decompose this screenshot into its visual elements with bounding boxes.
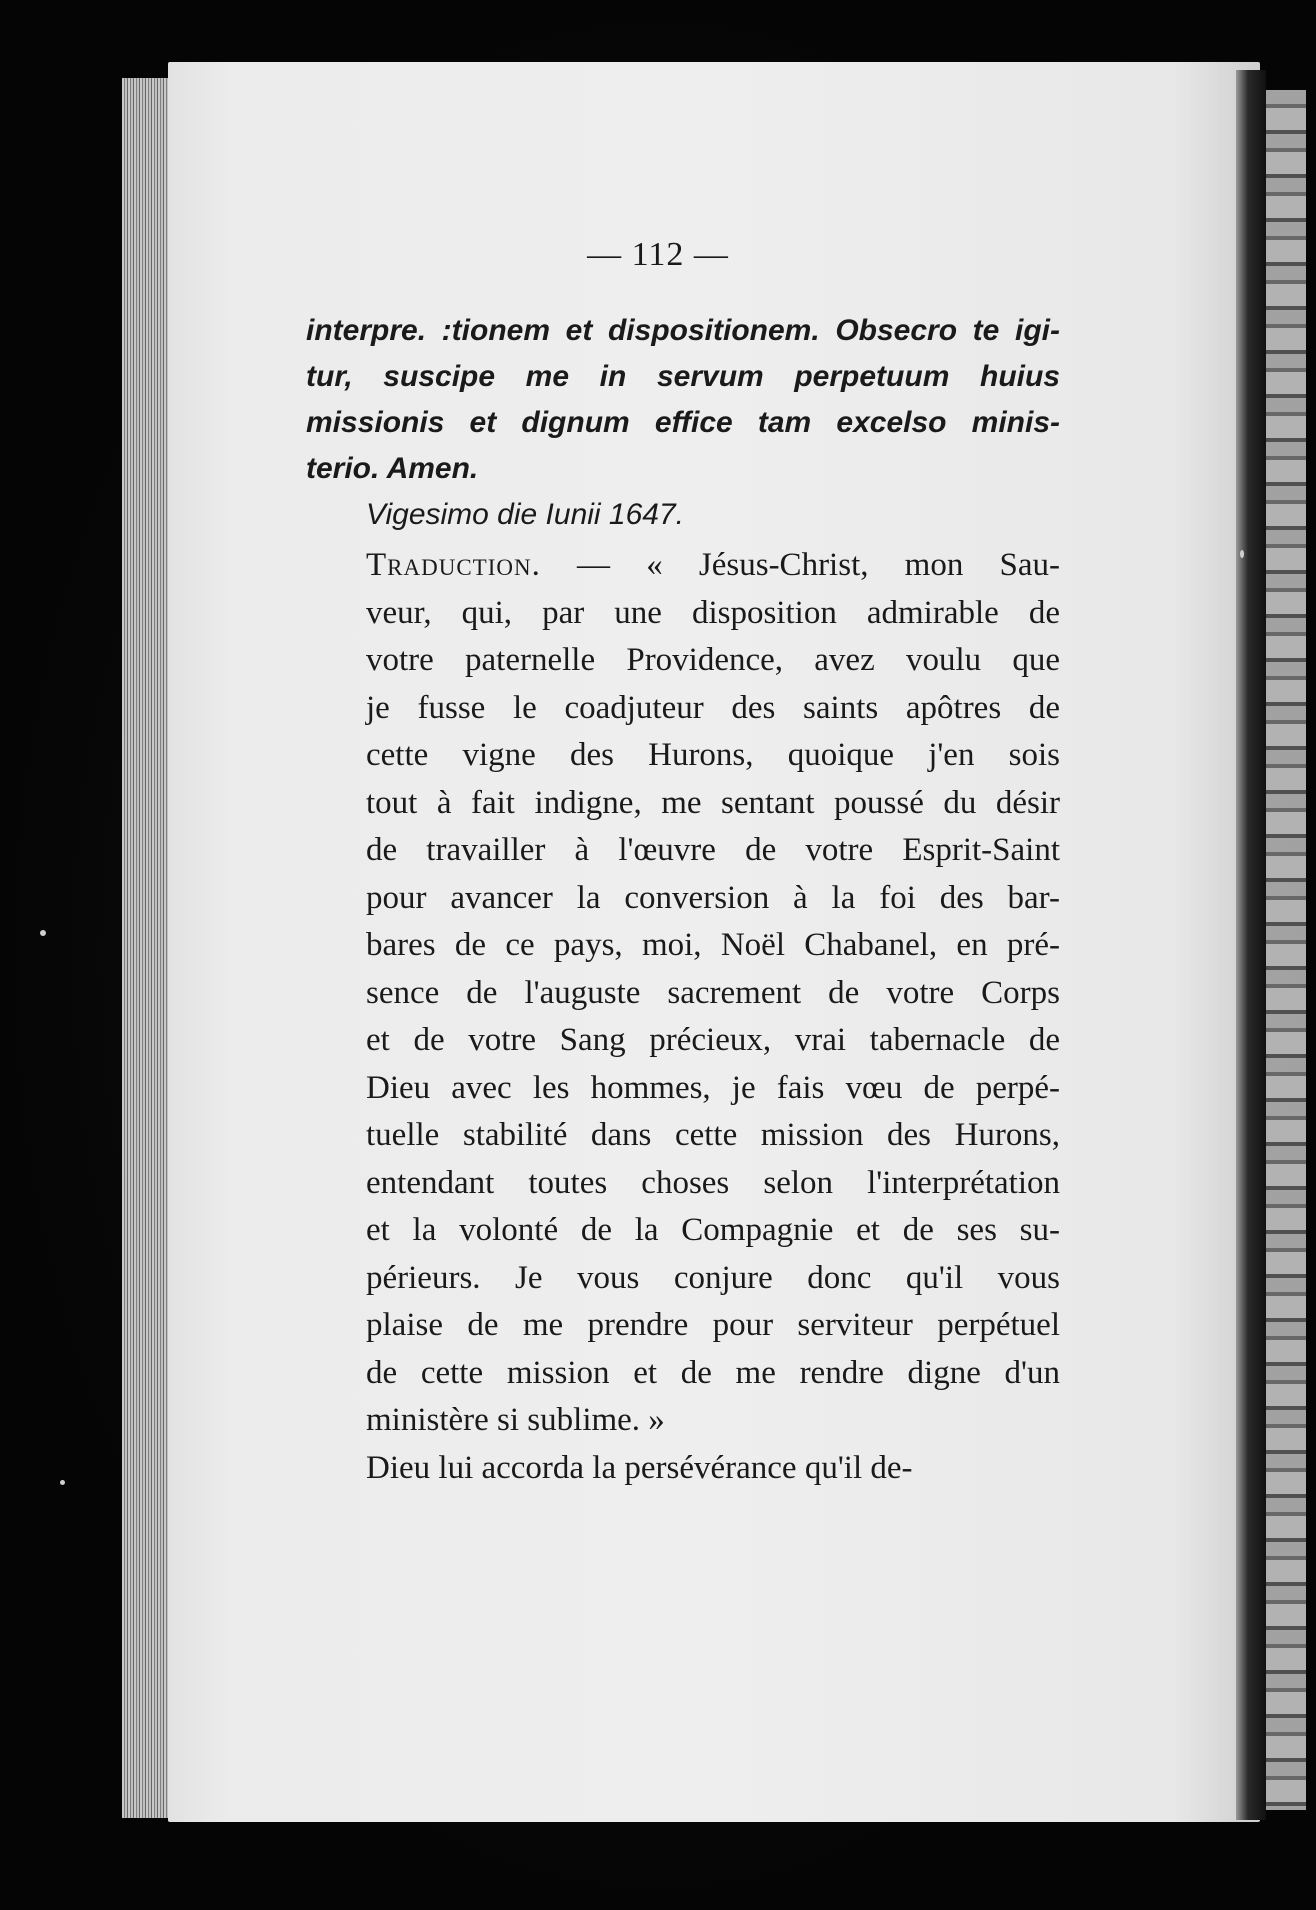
translation-line: de travailler à l'œuvre de votre Esprit-Saint (366, 832, 1060, 868)
closing-line: Dieu lui accorda la persévérance qu'il de- (366, 1449, 913, 1486)
translation-line: je fusse le coadjuteur des saints apôtres de (366, 689, 1060, 726)
translation-line: sence de l'auguste sacrement de votre Corps (366, 974, 1060, 1011)
translation-heading: Traduction. (366, 547, 541, 583)
scan-speck (60, 1480, 65, 1485)
latin-line: interpre. :tionem et dispositionem. Obsecro te igi- (306, 314, 1060, 347)
translation-line: votre paternelle Providence, avez voulu que (366, 642, 1060, 678)
page-number: — 112 — (587, 236, 729, 273)
translation-line: cette vigne des Hurons, quoique j'en sois (366, 737, 1060, 773)
translation-line: entendant toutes choses selon l'interprétation (366, 1164, 1060, 1201)
translation-line: plaise de me prendre pour serviteur perpétuel (366, 1307, 1060, 1343)
translation-line: ministère si sublime. » (366, 1402, 665, 1438)
latin-line: terio. Amen. (306, 452, 479, 485)
translation-line: et la volonté de la Compagnie et de ses su- (366, 1212, 1060, 1248)
latin-line: missionis et dignum effice tam excelso minis- (306, 406, 1060, 439)
translation-line: pour avancer la conversion à la foi des bar- (366, 879, 1060, 916)
facing-page-edge (1266, 90, 1306, 1810)
translation-line: Dieu avec les hommes, je fais vœu de perpé- (366, 1069, 1060, 1106)
translation-paragraph (306, 542, 1060, 1445)
latin-line: tur, suscipe me in servum perpetuum huius (306, 360, 1060, 393)
page-body (306, 308, 1060, 1492)
translation-line: tuelle stabilité dans cette mission des Hurons, (366, 1117, 1060, 1153)
scan-speck (40, 930, 46, 936)
translation-line: bares de ce pays, moi, Noël Chabanel, en pré- (366, 927, 1060, 963)
latin-prayer (306, 308, 1060, 492)
scan-speck (1240, 550, 1244, 558)
latin-date: Vigesimo die Iunii 1647. (366, 498, 684, 531)
translation-first-line: — « Jésus-Christ, mon Sau- (540, 547, 1060, 583)
translation-line: tout à fait indigne, me sentant poussé du désir (366, 784, 1060, 821)
book-gutter (1236, 70, 1266, 1820)
translation-line: et de votre Sang précieux, vrai tabernacle de (366, 1022, 1060, 1058)
translation-line: périeurs. Je vous conjure donc qu'il vous (366, 1259, 1060, 1296)
translation-line: veur, qui, par une disposition admirable de (366, 594, 1060, 631)
translation-line: de cette mission et de me rendre digne d'un (366, 1354, 1060, 1391)
